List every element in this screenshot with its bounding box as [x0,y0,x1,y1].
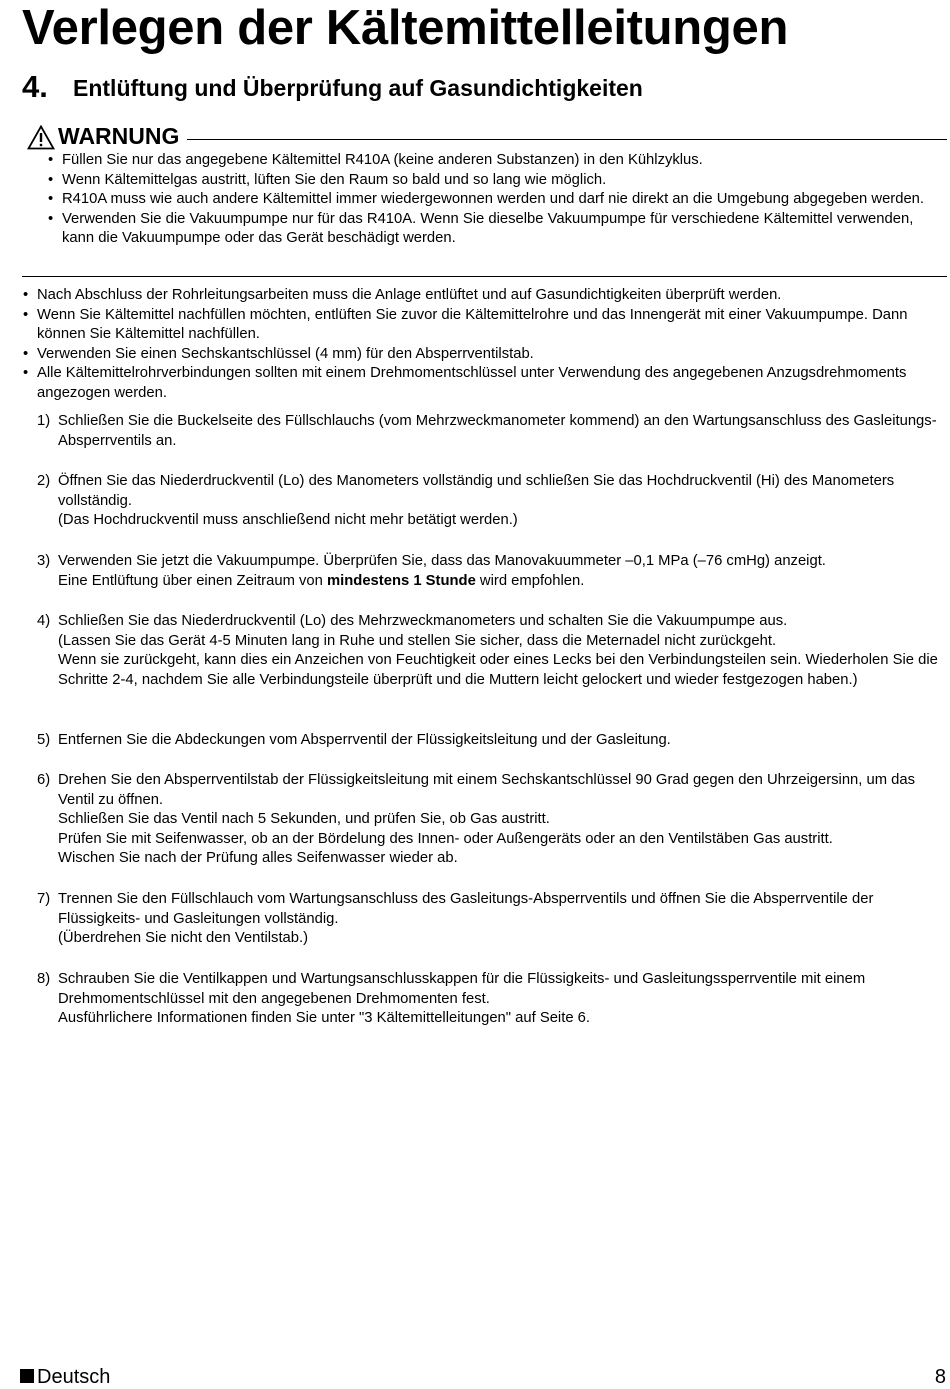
step-line [58,572,947,592]
step-line: Ausführlichere Informationen finden Sie unter "3 Kältemittelleitungen" auf Seite 6. [58,1010,591,1027]
note-item: • Alle Kältemittelrohrverbindungen sollten mit einem Drehmomentschlüssel unter Verwendung des angegebenen Anzugsdrehmoments angezogen werden. [37,364,937,403]
step-body [58,472,947,531]
emphasis-text: mindestens 1 Stunde [326,572,476,589]
step-body [58,552,947,591]
step-text: wird empfohlen. [475,572,585,589]
step-line: Wenn sie zurückgeht, kann dies ein Anzeichen von Feuchtigkeit oder eines Lecks bei den Verbindungsteilen sein. Wiederholen Sie die Schritte 2-4, nachdem Sie alle Verbindungsteile überprüft und die Muttern leicht gelockert und wieder festgezogen haben.) [58,652,938,688]
step-line: Schließen Sie das Niederdruckventil (Lo) des Mehrzweckmanometers und schalten Sie die Vakuumpumpe aus. [58,613,788,629]
square-bullet-icon [20,1369,34,1383]
footer-language-label: Deutsch [37,1366,111,1388]
step-number: 7) [37,891,51,907]
step-number: 8) [37,971,51,987]
note-item: • Nach Abschluss der Rohrleitungsarbeiten muss die Anlage entlüftet und auf Gasundichtigkeiten überprüft werden. [37,286,937,306]
step-body [58,412,947,451]
section-title: Entlüftung und Überprüfung auf Gasundichtigkeiten [73,75,643,101]
step-line: Verwenden Sie jetzt die Vakuumpumpe. Überprüfen Sie, dass das Manovakuummeter –0,1 MPa (–76 cmHg) anzeigt. [58,553,826,569]
step-line: (Überdrehen Sie nicht den Ventilstab.) [58,930,309,947]
warning-item: • Wenn Kältemittelgas austritt, lüften Sie den Raum so bald und so lang wie möglich. [62,171,946,191]
step-line: (Das Hochdruckventil muss anschließend nicht mehr betätigt werden.) [58,512,518,529]
page-number: 8 [934,1366,946,1388]
step-body [58,890,947,949]
section-number: 4. [22,69,48,104]
step-line: Entfernen Sie die Abdeckungen vom Absperrventil der Flüssigkeitsleitung und der Gasleitung. [58,732,671,748]
note-item: • Verwenden Sie einen Sechskantschlüssel (4 mm) für den Absperrventilstab. [37,345,937,365]
step-body [58,970,947,1029]
page-title: Verlegen der Kältemittelleitungen [22,1,789,55]
step-line: Prüfen Sie mit Seifenwasser, ob an der Bördelung des Innen- oder Außengeräts oder an den Ventilstäben Gas austritt. [58,830,833,847]
step-number: 3) [37,553,51,569]
warning-item: • Füllen Sie nur das angegebene Kältemittel R410A (keine anderen Substanzen) in den Kühlzyklus. [62,151,946,171]
warning-triangle-icon [27,125,55,150]
warning-item: • Verwenden Sie die Vakuumpumpe nur für das R410A. Wenn Sie dieselbe Vakuumpumpe für verschiedene Kältemittel verwenden, kann die Vakuumpumpe oder das Gerät beschädigt werden. [62,210,946,249]
step-body [58,731,947,751]
step-line: Schließen Sie das Ventil nach 5 Sekunden, und prüfen Sie, ob Gas austritt. [58,811,550,828]
notes-list [37,286,937,404]
step-line: (Lassen Sie das Gerät 4-5 Minuten lang in Ruhe und stellen Sie sicher, dass die Meternadel nicht zurückgeht. [58,632,777,649]
step-line: Schließen Sie die Buckelseite des Füllschlauchs (vom Mehrzweckmanometer kommend) an den Wartungsanschluss des Gasleitungs-Absperrventils an. [58,413,937,449]
note-item: • Wenn Sie Kältemittel nachfüllen möchten, entlüften Sie zuvor die Kältemittelrohre und das Innengerät mit einer Vakuumpumpe. Dann können Sie Kältemittel nachfüllen. [37,306,937,345]
warning-label: WARNUNG [58,123,180,149]
warning-bottom-divider [22,276,947,277]
warning-list [62,151,946,249]
step-number: 2) [37,473,51,489]
warning-item: • R410A muss wie auch andere Kältemittel immer wiedergewonnen werden und darf nie direkt an die Umgebung abgegeben werden. [62,190,946,210]
step-body [58,612,947,690]
warning-divider [187,139,947,140]
step-line: Drehen Sie den Absperrventilstab der Flüssigkeitsleitung mit einem Sechskantschlüssel 90 Grad gegen den Uhrzeigersinn, um das Ventil zu öffnen. [58,772,916,808]
step-number: 1) [37,413,51,429]
step-text: Eine Entlüftung über einen Zeitraum von [58,572,327,589]
step-line: Wischen Sie nach der Prüfung alles Seifenwasser wieder ab. [58,850,458,867]
step-line: Öffnen Sie das Niederdruckventil (Lo) des Manometers vollständig und schließen Sie das Hochdruckventil (Hi) des Manometers vollständig. [58,473,895,509]
step-number: 5) [37,732,51,748]
footer-language [20,1365,110,1389]
step-number: 4) [37,613,51,629]
step-line: Schrauben Sie die Ventilkappen und Wartungsanschlusskappen für die Flüssigkeits- und Gasleitungssperrventile mit einem Drehmomentschlüssel mit den angegebenen Drehmomenten fest. [58,971,866,1007]
step-number: 6) [37,772,51,788]
warning-header [22,122,947,152]
step-line: Trennen Sie den Füllschlauch vom Wartungsanschluss des Gasleitungs-Absperrventils und öffnen Sie die Absperrventile der Flüssigkeits- und Gasleitungen vollständig. [58,891,874,927]
step-body [58,771,947,869]
